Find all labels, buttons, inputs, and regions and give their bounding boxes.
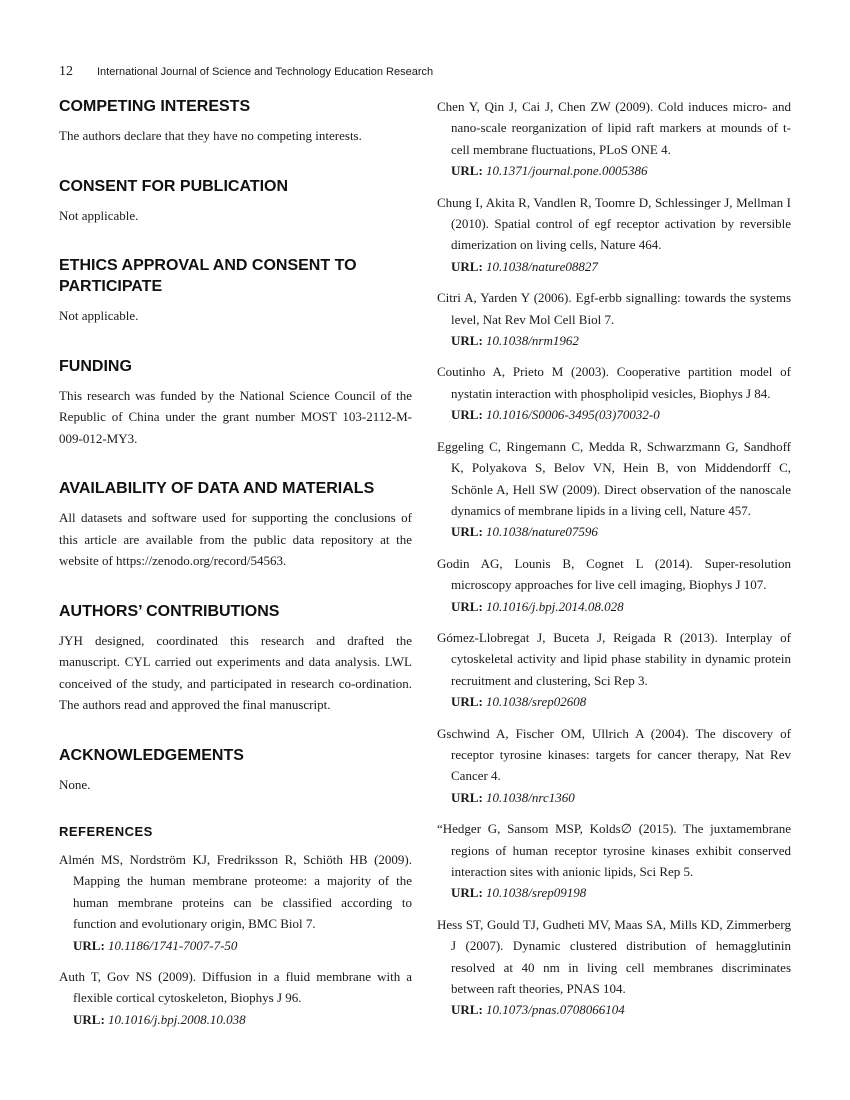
reference-item — [59, 966, 412, 1030]
url-label: URL: — [451, 598, 483, 614]
reference-item — [59, 849, 412, 956]
section-acknowledgements — [59, 745, 412, 796]
reference-url[interactable]: 10.1073/pnas.0708066104 — [486, 1002, 625, 1018]
reference-text: Citri A, Yarden Y (2006). Egf-erbb signalling: towards the systems level, Nat Rev Mol Cell Biol 7. — [437, 290, 791, 327]
section-data-availability — [59, 478, 412, 572]
section-ethics-approval — [59, 255, 412, 327]
reference-text: Hess ST, Gould TJ, Gudheti MV, Maas SA, Mills KD, Zimmerberg J (2007). Dynamic clustered distribution of hemagglutinin resolved at 40 nm in living cell membranes discriminates between raft theories, PNAS 104. — [437, 916, 791, 997]
reference-item — [437, 723, 791, 809]
url-label: URL: — [451, 407, 483, 423]
section-body: All datasets and software used for supporting the conclusions of this article are available from the public data repository at the website of https://zenodo.org/record/54563. — [59, 510, 412, 568]
url-label: URL: — [451, 694, 483, 710]
url-label: URL: — [73, 937, 105, 953]
reference-item — [437, 553, 791, 617]
reference-item — [437, 436, 791, 543]
reference-url[interactable]: 10.1038/srep02608 — [486, 694, 587, 710]
reference-item — [437, 627, 791, 713]
page-header — [59, 62, 433, 80]
reference-text: Gschwind A, Fischer OM, Ullrich A (2004). The discovery of receptor tyrosine kinases: targets for cancer therapy, Nat Rev Cancer 4. — [437, 725, 791, 784]
section-body: This research was funded by the National Science Council of the Republic of China under the grant number MOST 103-2112-M-009-012-MY3. — [59, 387, 412, 446]
references-list-left — [59, 849, 412, 1030]
section-body: The authors declare that they have no competing interests. — [59, 128, 362, 143]
reference-text: Auth T, Gov NS (2009). Diffusion in a fluid membrane with a flexible cortical cytoskeleton, Biophys J 96. — [59, 969, 412, 1006]
reference-url[interactable]: 10.1371/journal.pone.0005386 — [486, 163, 648, 179]
reference-item — [437, 818, 791, 904]
reference-item — [437, 361, 791, 425]
reference-text: Godin AG, Lounis B, Cognet L (2014). Super-resolution microscopy approaches for live cell imaging, Biophys J 107. — [437, 555, 791, 593]
reference-url[interactable]: 10.1016/j.bpj.2014.08.028 — [486, 598, 624, 614]
reference-text: Coutinho A, Prieto M (2003). Cooperative partition model of nystatin interaction with phospholipid vesicles, Biophys J 84. — [437, 364, 791, 401]
reference-text: “Hedger G, Sansom MSP, Kolds∅ (2015). The juxtamembrane regions of human receptor tyrosine kinases exhibit conserved interaction sites with anionic lipids, Sci Rep 5. — [437, 821, 791, 879]
reference-item — [437, 287, 791, 351]
reference-text: Chen Y, Qin J, Cai J, Chen ZW (2009). Cold induces micro- and nano-scale reorganization of lipid raft markers at mounds of t-cell membrane fluctuations, PLoS ONE 4. — [437, 99, 791, 157]
section-heading: FUNDING — [59, 357, 132, 375]
journal-title: International Journal of Science and Technology Education Research — [97, 66, 434, 78]
section-heading: COMPETING INTERESTS — [59, 98, 251, 115]
section-body: None. — [59, 776, 91, 792]
reference-item — [437, 914, 791, 1021]
section-heading: CONSENT FOR PUBLICATION — [59, 177, 289, 195]
section-heading: ETHICS APPROVAL AND CONSENT TO PARTICIPATE — [59, 257, 357, 295]
reference-url[interactable]: 10.1038/nrc1360 — [486, 789, 575, 805]
url-label: URL: — [451, 163, 483, 179]
section-consent-for-publication — [59, 176, 412, 227]
url-label: URL: — [451, 789, 483, 805]
reference-url[interactable]: 10.1016/j.bpj.2008.10.038 — [108, 1011, 246, 1027]
section-heading: AUTHORS’ CONTRIBUTIONS — [59, 602, 280, 620]
reference-url[interactable]: 10.1016/S0006-3495(03)70032-0 — [486, 407, 660, 423]
page-number: 12 — [59, 64, 73, 79]
section-body: Not applicable. — [59, 207, 139, 223]
url-label: URL: — [451, 524, 483, 540]
section-authors-contributions — [59, 601, 412, 716]
references-heading: REFERENCES — [59, 824, 153, 839]
reference-text: Eggeling C, Ringemann C, Medda R, Schwarzmann G, Sandhoff K, Polyakova S, Belov VN, Hein B, von Middendorff C, Schönle A, Hell SW (2009). Direct observation of the nanoscale dynamics of membrane lipids in a living cell, Nature 457. — [437, 438, 791, 518]
url-label: URL: — [451, 258, 483, 274]
reference-text: Chung I, Akita R, Vandlen R, Toomre D, Schlessinger J, Mellman I (2010). Spatial control of egf receptor activation by reversible dimerization on living cells, Nature 464. — [437, 194, 791, 253]
reference-text: Gómez-Llobregat J, Buceta J, Reigada R (2013). Interplay of cytoskeletal activity and lipid phase stability in dynamic protein recruitment and clustering, Sci Rep 3. — [437, 629, 791, 688]
url-label: URL: — [451, 885, 483, 901]
section-body: Not applicable. — [59, 308, 139, 323]
url-label: URL: — [451, 1002, 483, 1018]
section-heading: AVAILABILITY OF DATA AND MATERIALS — [59, 480, 375, 497]
section-funding — [59, 356, 412, 450]
section-competing-interests — [59, 96, 412, 147]
reference-item — [437, 96, 791, 182]
reference-url[interactable]: 10.1038/nature08827 — [486, 258, 598, 274]
url-label: URL: — [73, 1011, 105, 1027]
url-label: URL: — [451, 333, 483, 349]
reference-text: Almén MS, Nordström KJ, Fredriksson R, Schiöth HB (2009). Mapping the human membrane proteome: a majority of the human membrane proteins can be classified according to function and evolutionary origin, BMC Biol 7. — [59, 852, 412, 932]
section-body: JYH designed, coordinated this research and drafted the manuscript. CYL carried out experiments and data analysis. LWL conceived of the study, and participated in research co-ordination. The authors read and approved the final manuscript. — [59, 632, 412, 712]
reference-url[interactable]: 10.1038/srep09198 — [486, 885, 587, 901]
right-column — [437, 96, 791, 1031]
left-column — [59, 96, 412, 1040]
reference-url[interactable]: 10.1038/nrm1962 — [486, 333, 579, 349]
reference-url[interactable]: 10.1038/nature07596 — [486, 524, 598, 540]
section-heading: ACKNOWLEDGEMENTS — [59, 746, 244, 764]
reference-item — [437, 192, 791, 278]
reference-url[interactable]: 10.1186/1741-7007-7-50 — [108, 937, 238, 953]
